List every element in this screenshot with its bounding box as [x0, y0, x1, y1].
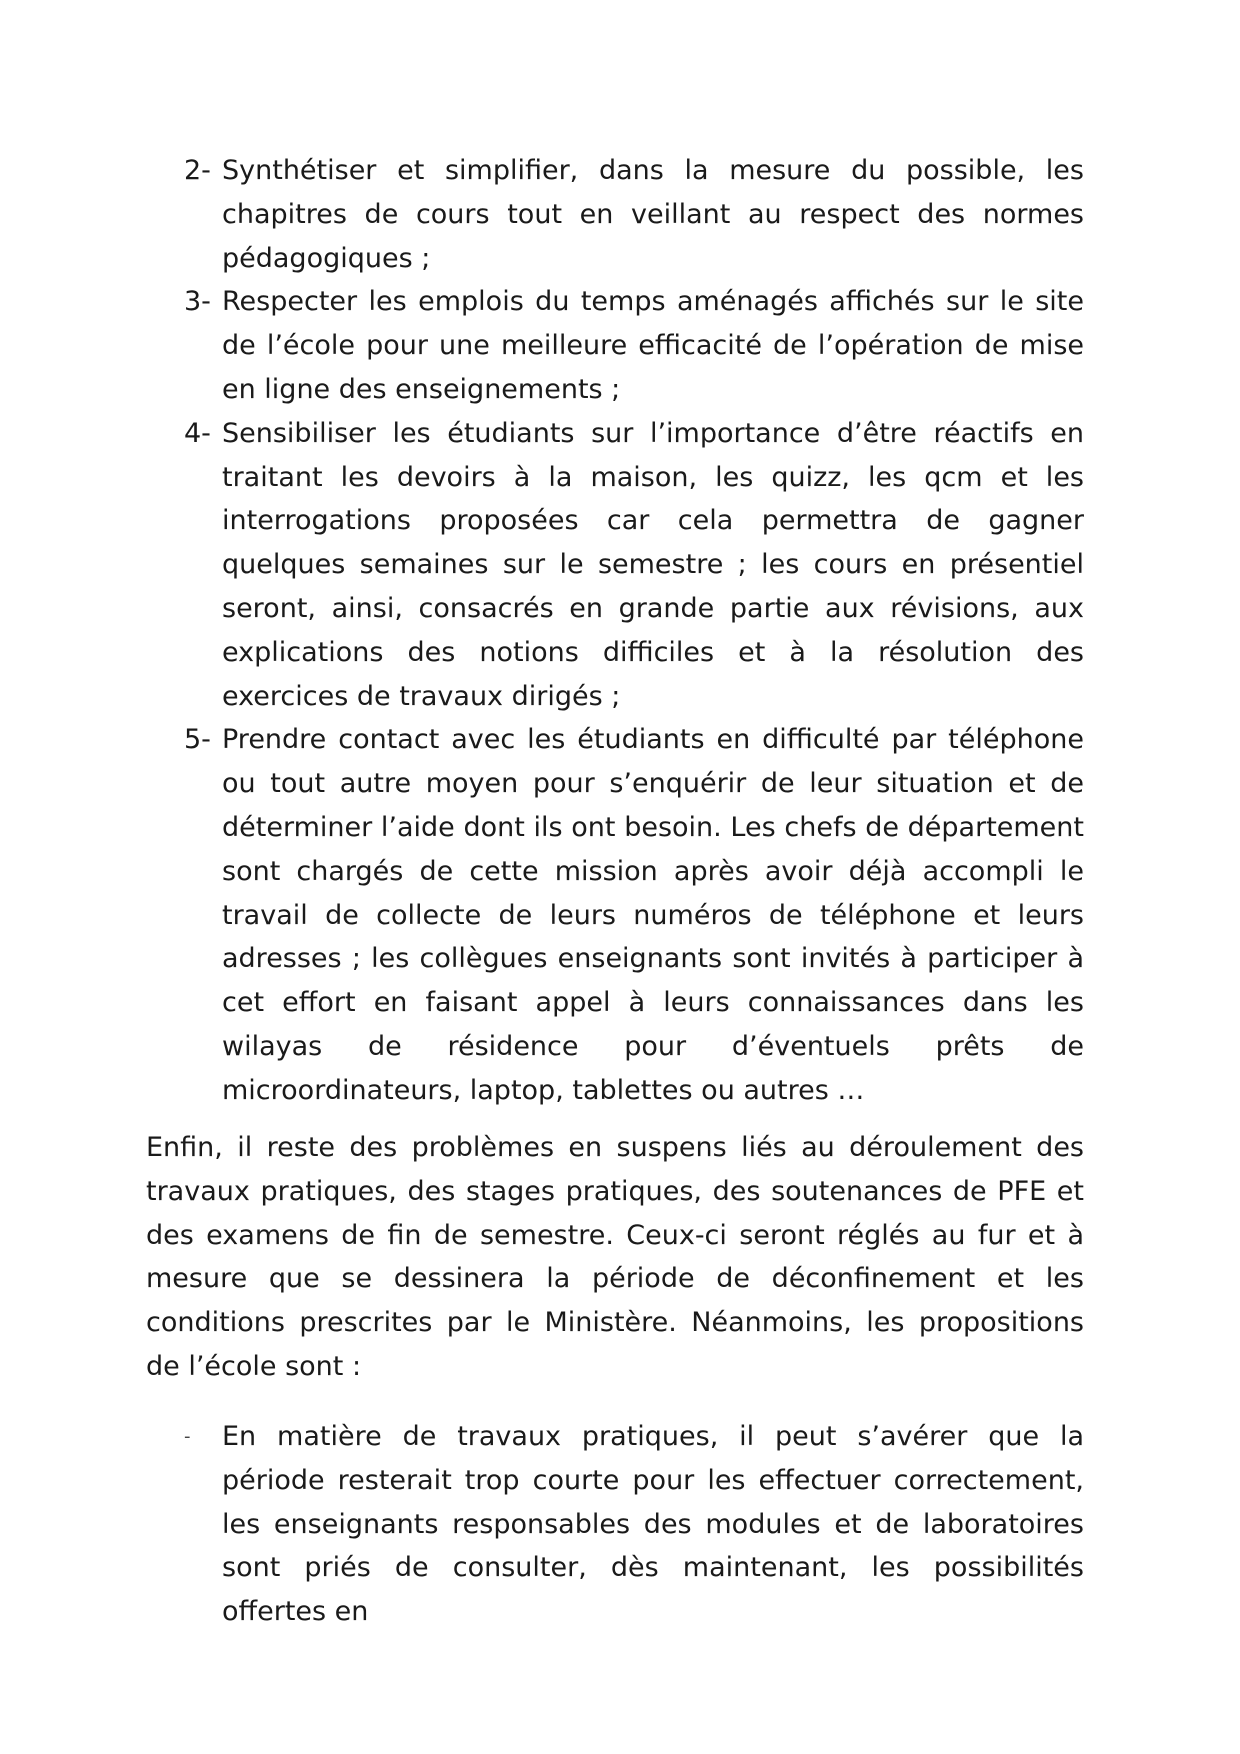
numbered-list — [184, 149, 1084, 1113]
list-item — [184, 149, 1084, 280]
list-item-number: 3- — [184, 286, 211, 318]
list-item-text: Respecter les emplois du temps aménagés affichés sur le site de l’école pour une meilleure efficacité de l’opération de mise en ligne des enseignements ; — [222, 286, 1084, 405]
list-item-number: 4- — [184, 417, 211, 449]
list-item — [184, 1415, 1084, 1634]
list-item-text: Sensibiliser les étudiants sur l’importance d’être réactifs en traitant les devoirs à la maison, les quizz, les qcm et les interrogations proposées car cela permettra de gagner quelques semaines sur le semestre ; les cours en présentiel seront, ainsi, consacrés en grande partie aux révisions, aux explications des notions difficiles et à la résolution des exercices de travaux dirigés ; — [222, 417, 1084, 712]
body-paragraph: Enfin, il reste des problèmes en suspens liés au déroulement des travaux pratiques, des stages pratiques, des soutenances de PFE et des examens de fin de semestre. Ceux-ci seront réglés au fur et à mesure que se dessinera la période de déconfinement et les conditions prescrites par le Ministère. Néanmoins, les propositions de l’école sont : — [146, 1132, 1084, 1382]
dash-bullet: - — [184, 1426, 191, 1447]
dash-list — [184, 1415, 1084, 1634]
list-item-text: Prendre contact avec les étudiants en difficulté par téléphone ou tout autre moyen pour s’enquérir de leur situation et de déterminer l’aide dont ils ont besoin. Les chefs de département sont chargés de cette mission après avoir déjà accompli le travail de collecte de leurs numéros de téléphone et leurs adresses ; les collègues enseignants sont invités à participer à cet effort en faisant appel à leurs connaissances dans les wilayas de résidence pour d’éventuels prêts de microordinateurs, laptop, tablettes ou autres … — [222, 724, 1084, 1106]
list-item-number: 2- — [184, 155, 211, 186]
list-item — [184, 412, 1084, 719]
list-item — [184, 718, 1084, 1112]
list-item-text: Synthétiser et simplifier, dans la mesure du possible, les chapitres de cours tout en veillant au respect des normes pédagogiques ; — [222, 155, 1084, 274]
list-item-number: 5- — [184, 724, 211, 756]
list-item — [184, 280, 1084, 411]
list-item-text: En matière de travaux pratiques, il peut s’avérer que la période resterait trop courte pour les effectuer correctement, les enseignants responsables des modules et de laboratoires sont priés de consulter, dès maintenant, les possibilités offertes en — [222, 1421, 1084, 1628]
